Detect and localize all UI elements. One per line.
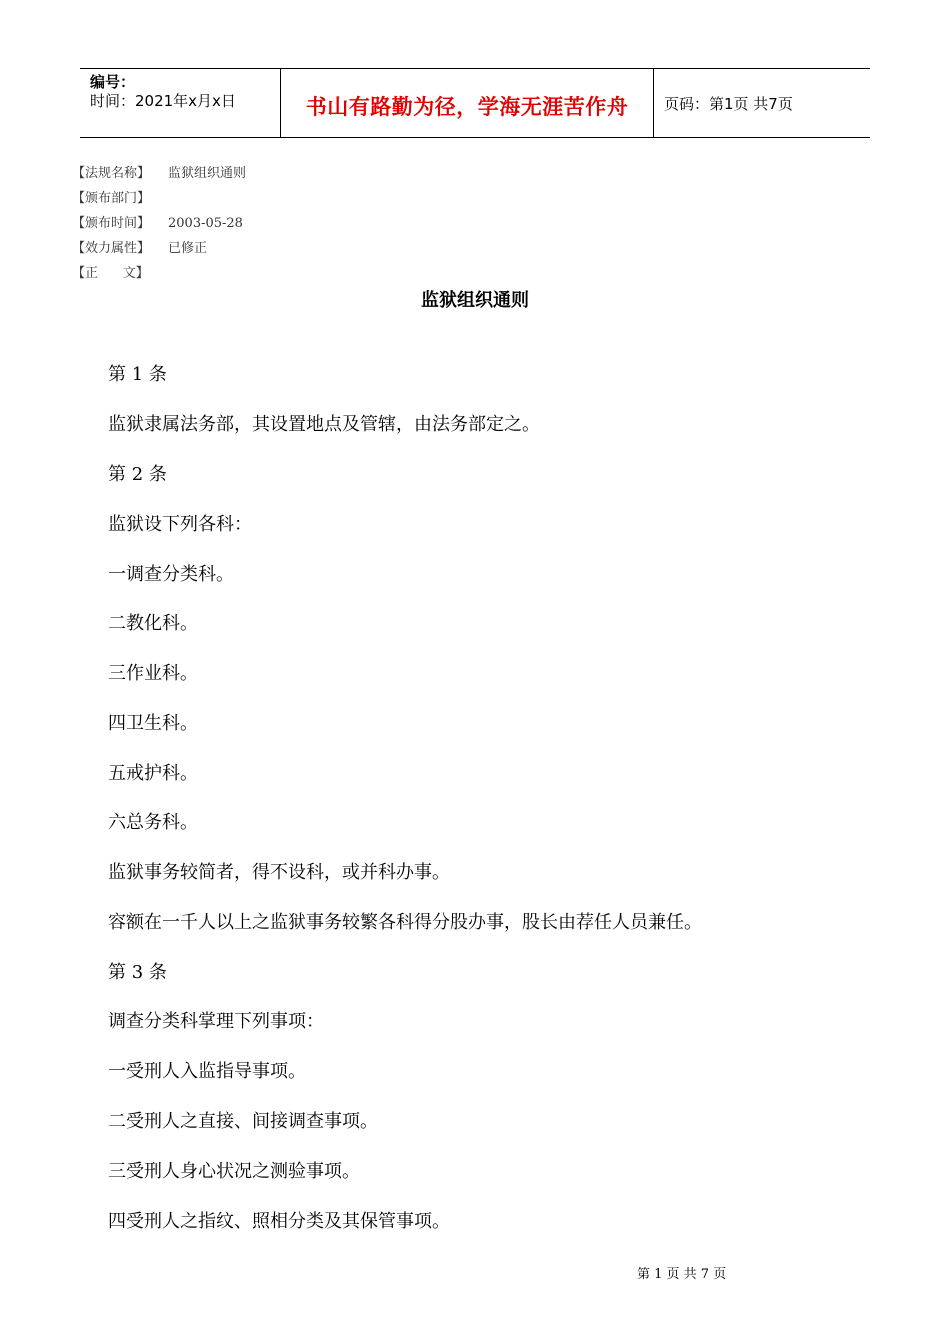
meta-label: 【效力属性】 <box>72 241 151 256</box>
article-heading: 第 2 条 <box>108 464 167 485</box>
article-heading: 第 1 条 <box>108 364 167 385</box>
meta-value: 2003-05-28 <box>168 216 243 231</box>
document-header <box>80 68 870 138</box>
document-number-label: 编号： <box>90 73 136 91</box>
paragraph: 监狱隶属法务部，其设置地点及管辖，由法务部定之。 <box>108 414 540 435</box>
list-item: 四卫生科。 <box>108 713 198 734</box>
header-page-cell <box>654 69 870 137</box>
meta-label: 【正 文】 <box>72 266 149 281</box>
document-title: 监狱组织通则 <box>421 290 529 311</box>
header-motto-cell <box>281 69 654 137</box>
meta-row <box>72 187 168 206</box>
motto-text: 书山有路勤为径，学海无涯苦作舟 <box>305 95 629 119</box>
list-item: 一受刑人入监指导事项。 <box>108 1061 306 1082</box>
list-item: 四受刑人之指纹、照相分类及其保管事项。 <box>108 1211 450 1232</box>
meta-value: 已修正 <box>168 241 208 256</box>
meta-label: 【颁布部门】 <box>72 191 151 206</box>
list-item: 三作业科。 <box>108 663 198 684</box>
page-footer: 第 1 页 共 7 页 <box>637 1267 727 1282</box>
meta-row <box>72 237 207 256</box>
document-date: 时间：2021年x月x日 <box>90 92 236 110</box>
meta-label: 【颁布时间】 <box>72 216 151 231</box>
meta-row <box>72 212 243 231</box>
list-item: 一调查分类科。 <box>108 564 234 585</box>
meta-value: 监狱组织通则 <box>168 166 247 181</box>
list-item: 六总务科。 <box>108 812 198 833</box>
meta-row <box>72 162 246 181</box>
meta-row <box>72 262 168 281</box>
paragraph: 调查分类科掌理下列事项： <box>108 1011 324 1032</box>
list-item: 三受刑人身心状况之测验事项。 <box>108 1161 360 1182</box>
header-page-info: 页码：第1页 共7页 <box>664 95 793 113</box>
list-item: 五戒护科。 <box>108 763 198 784</box>
paragraph: 容额在一千人以上之监狱事务较繁各科得分股办事，股长由荐任人员兼任。 <box>108 912 702 933</box>
list-item: 二教化科。 <box>108 613 198 634</box>
paragraph: 监狱设下列各科： <box>108 514 252 535</box>
article-heading: 第 3 条 <box>108 962 167 983</box>
paragraph: 监狱事务较简者，得不设科，或并科办事。 <box>108 862 450 883</box>
meta-label: 【法规名称】 <box>72 166 151 181</box>
list-item: 二受刑人之直接、间接调查事项。 <box>108 1111 378 1132</box>
header-info-cell <box>80 69 281 137</box>
